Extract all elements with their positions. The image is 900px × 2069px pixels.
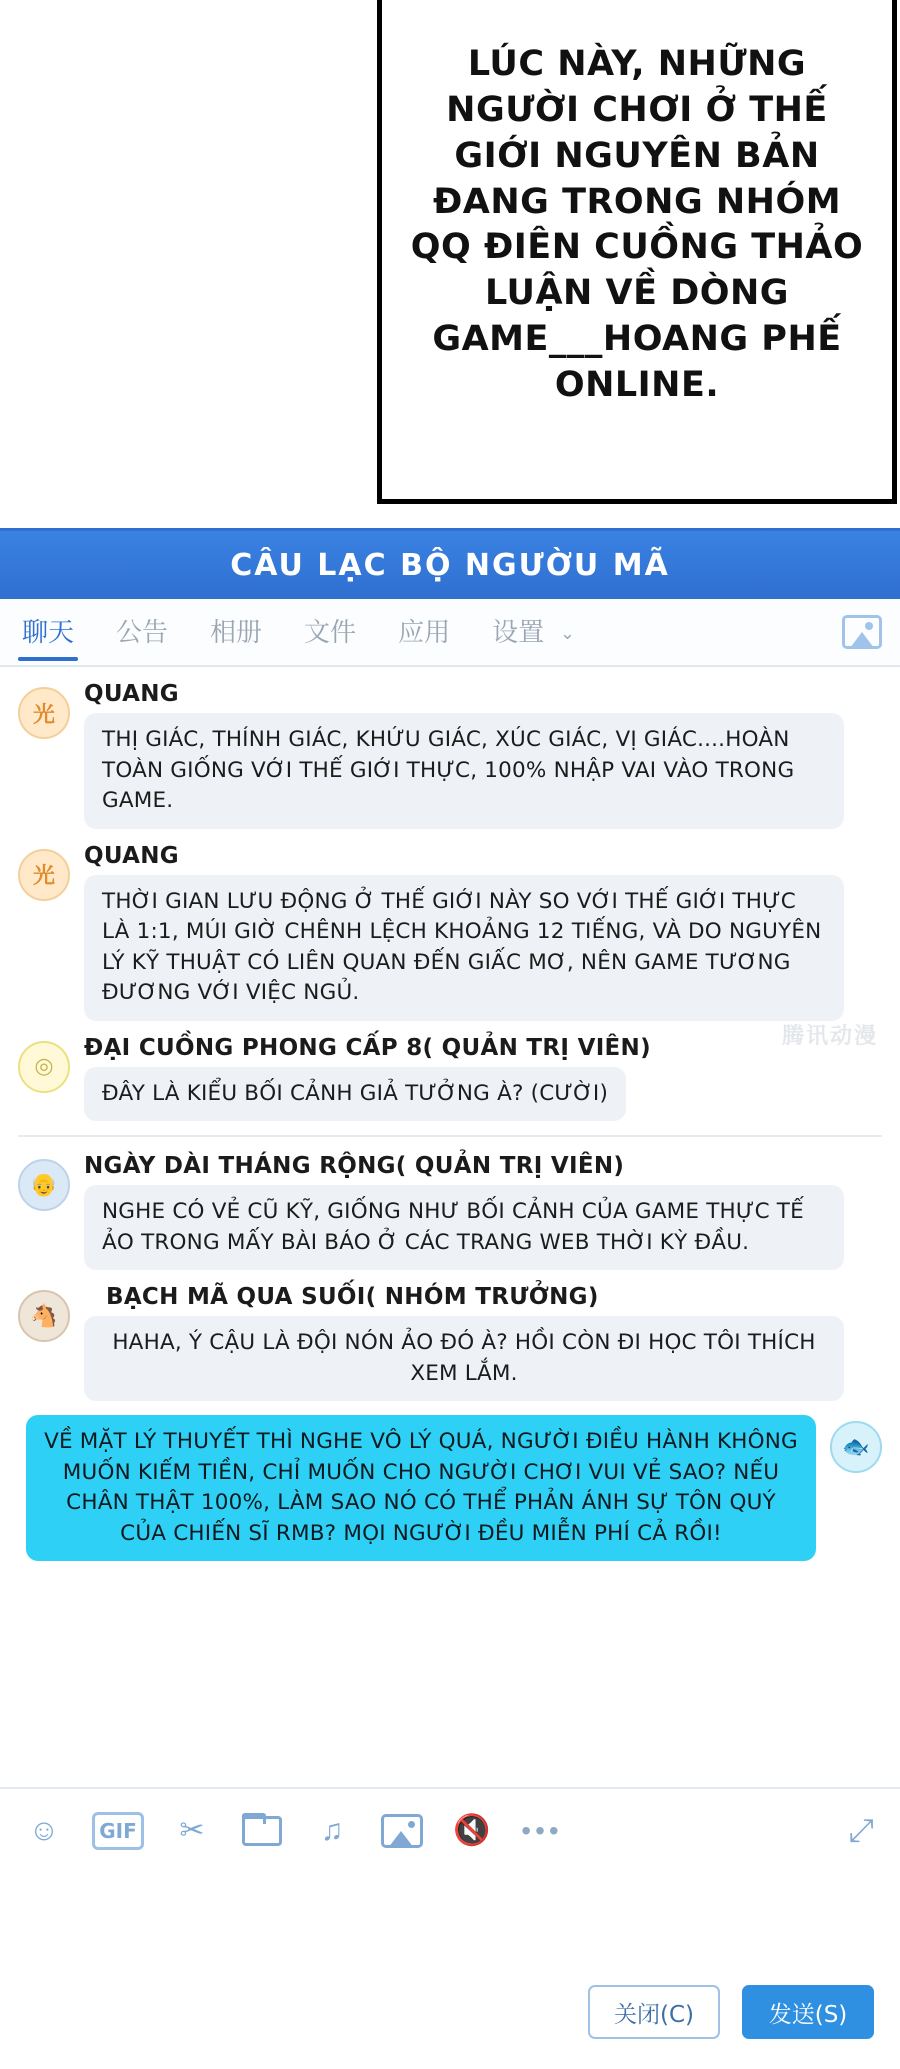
avatar[interactable]: 光 (18, 849, 70, 901)
group-title: CÂU LẠC BỘ NGƯỜU MÃ (230, 547, 670, 583)
avatar[interactable]: 🐴 (18, 1290, 70, 1342)
chat-toolbar (0, 1787, 900, 1873)
message-bubble: THỊ GIÁC, THÍNH GIÁC, KHỨU GIÁC, XÚC GIÁC, VỊ GIÁC....HOÀN TOÀN GIỐNG VỚI THẾ GIỚI THỰC, 100% NHẬP VAI VÀO TRONG GAME. (84, 713, 844, 829)
message-body (18, 1415, 816, 1561)
message-bubble: HAHA, Ý CẬU LÀ ĐỘI NÓN ẢO ĐÓ À? HỒI CÒN ĐI HỌC TÔI THÍCH XEM LẮM. (84, 1316, 844, 1401)
message-sender: QUANG (84, 842, 179, 869)
avatar[interactable]: 👴 (18, 1159, 70, 1211)
message-sender: NGÀY DÀI THÁNG RỘNG( QUẢN TRỊ VIÊN) (84, 1153, 625, 1180)
message-body (84, 1284, 882, 1401)
emoji-icon[interactable]: ☺ (28, 1814, 60, 1847)
more-icon[interactable]: ••• (521, 1815, 563, 1846)
tab-chat[interactable] (18, 606, 78, 659)
gif-icon[interactable]: GIF (92, 1812, 144, 1850)
narration-panel (0, 0, 900, 528)
chat-message (18, 1284, 882, 1401)
window-titlebar (0, 531, 900, 599)
chat-message (18, 681, 882, 829)
music-icon[interactable]: ♫ (320, 1814, 344, 1847)
folder-icon[interactable] (240, 1809, 284, 1853)
tab-files-label: 文件 (304, 617, 357, 648)
message-body (84, 1153, 882, 1270)
tab-apps[interactable] (394, 606, 454, 659)
footer-buttons (588, 1985, 874, 2039)
message-bubble: ĐÂY LÀ KIỂU BỐI CẢNH GIẢ TƯỞNG À? (CƯỜI) (84, 1067, 626, 1122)
tab-album[interactable] (206, 606, 266, 659)
chat-message-list[interactable] (0, 667, 900, 1787)
tab-settings-label: 设置 (492, 617, 545, 648)
watermark: 腾讯动漫 (781, 1024, 878, 1049)
message-body (84, 843, 882, 1021)
narration-text: LÚC NÀY, NHỮNG NGƯỜI CHƠI Ở THẾ GIỚI NGUYÊN BẢN ĐANG TRONG NHÓM QQ ĐIÊN CUỒNG THẢO LUẬN VỀ DÒNG GAME___HOANG PHẾ ONLINE. (410, 44, 864, 405)
message-bubble: THỜI GIAN LƯU ĐỘNG Ở THẾ GIỚI NÀY SO VỚI THẾ GIỚI THỰC LÀ 1:1, MÚI GIỜ CHÊNH LỆCH KHOẢNG 12 TIẾNG, VÀ DO NGUYÊN LÝ KỸ THUẬT CÓ LIÊN QUAN ĐẾN GIẤC MƠ, NÊN GAME TƯƠNG ĐƯƠNG VỚI VIỆC NGỦ. (84, 875, 844, 1021)
send-button[interactable]: 发送(S) (742, 1985, 874, 2039)
tab-announcement[interactable] (112, 606, 172, 659)
tab-album-label: 相册 (210, 617, 263, 648)
avatar[interactable]: 光 (18, 687, 70, 739)
chat-message (18, 1153, 882, 1270)
chevron-down-icon: ⌄ (560, 623, 575, 644)
image-icon[interactable] (380, 1809, 424, 1853)
qq-group-window (0, 528, 900, 2028)
message-sender: ĐẠI CUỒNG PHONG CẤP 8( QUẢN TRỊ VIÊN) (84, 1034, 651, 1061)
tab-settings[interactable] (488, 606, 579, 659)
message-sender: QUANG (84, 681, 179, 707)
message-bubble: VỀ MẶT LÝ THUYẾT THÌ NGHE VÔ LÝ QUÁ, NGƯỜI ĐIỀU HÀNH KHÔNG MUỐN KIẾM TIỀN, CHỈ MUỐN CHO NGƯỜI CHƠI VUI VẺ SAO? NẾU CHÂN THẬT 100%, LÀM SAO NÓ CÓ THỂ PHẢN ÁNH SỰ TÔN QUÝ CỦA CHIẾN SĨ RMB? MỌI NGƯỜI ĐỀU MIỄN PHÍ CẢ RỒI! (26, 1415, 816, 1561)
avatar[interactable]: 🐟 (830, 1421, 882, 1473)
chat-message (18, 1035, 882, 1122)
tab-files[interactable] (300, 606, 360, 659)
avatar[interactable]: ◎ (18, 1041, 70, 1093)
message-divider (18, 1135, 882, 1137)
tabbar-right-actions (842, 615, 882, 649)
tab-bar (0, 599, 900, 667)
message-sender: BẠCH MÃ QUA SUỐI( NHÓM TRƯỞNG) (106, 1284, 599, 1311)
close-button[interactable]: 关闭(C) (588, 1985, 720, 2039)
message-bubble: NGHE CÓ VẺ CŨ KỸ, GIỐNG NHƯ BỐI CẢNH CỦA GAME THỰC TẾ ẢO TRONG MẤY BÀI BÁO Ở CÁC TRANG WEB THỜI KỲ ĐẦU. (84, 1185, 844, 1270)
mute-icon[interactable]: 🔇 (453, 1814, 491, 1847)
tab-apps-label: 应用 (398, 617, 451, 648)
image-gallery-icon[interactable] (842, 615, 882, 649)
expand-icon[interactable]: ⤢ (848, 1812, 874, 1848)
window-footer (0, 1873, 900, 2069)
scissors-icon[interactable]: ✂ (179, 1814, 205, 1847)
chat-message-self (18, 1415, 882, 1561)
chat-message (18, 843, 882, 1021)
tab-announcement-label: 公告 (116, 617, 169, 648)
narration-box (377, 0, 897, 504)
message-body (84, 681, 882, 829)
tab-chat-label: 聊天 (22, 617, 75, 648)
message-body (84, 1035, 882, 1122)
